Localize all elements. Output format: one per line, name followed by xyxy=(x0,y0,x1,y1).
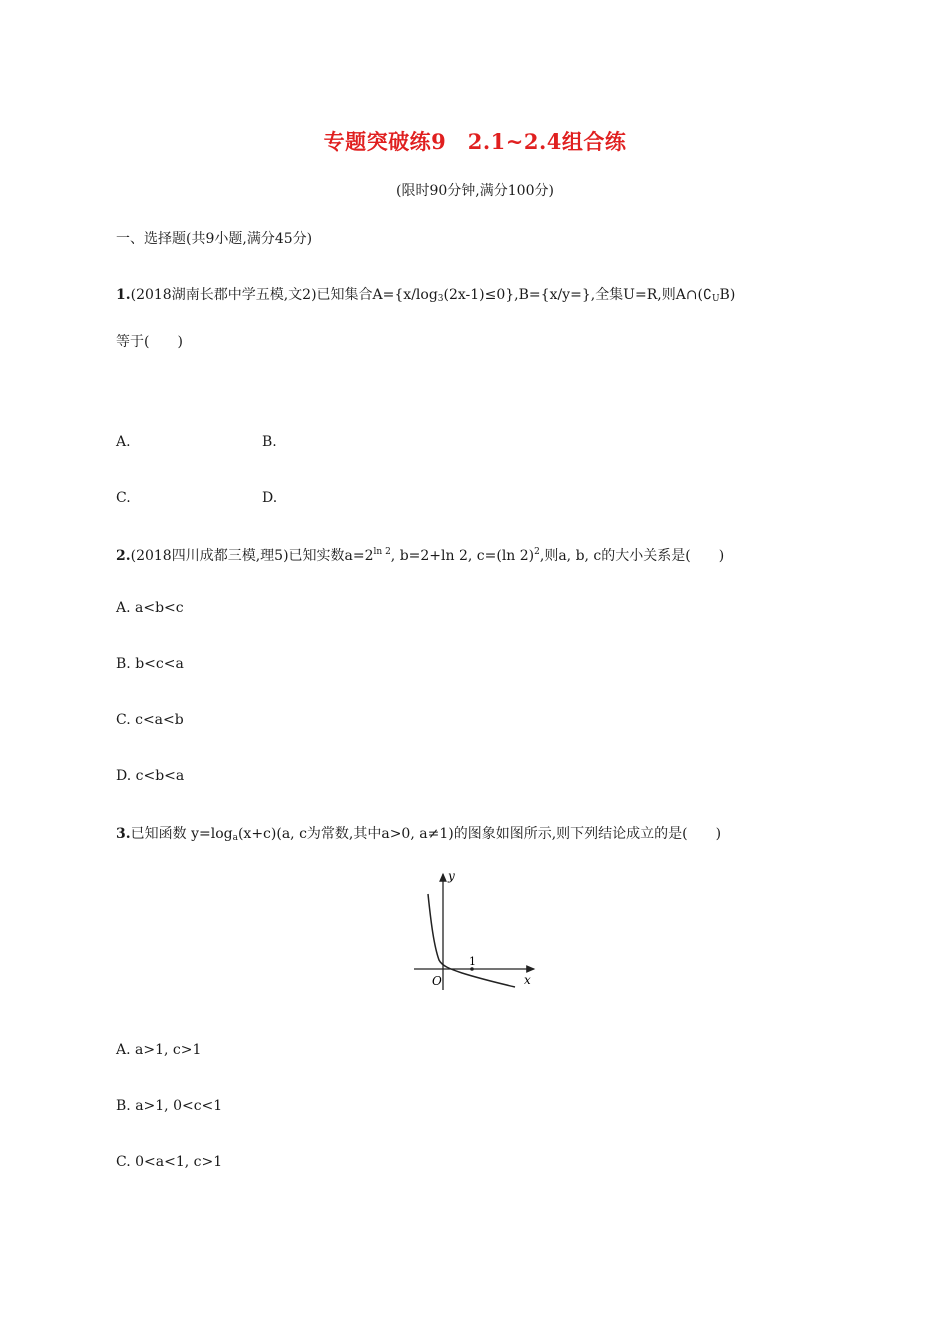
log-base: 3 xyxy=(437,294,444,304)
question-number: 3. xyxy=(116,826,131,842)
time-limit-note: (限时90分钟,满分100分) xyxy=(396,183,554,199)
log-base: a xyxy=(232,833,238,843)
option-b: B. b<c<a xyxy=(116,656,184,672)
option-a: A. a<b<c xyxy=(116,600,184,616)
set-a: A={x/log xyxy=(372,287,438,303)
stem-text: 已知集合 xyxy=(316,287,373,303)
origin-label: O xyxy=(432,974,442,988)
stem-tail: (x+c)(a, c为常数,其中a>0, a≠1)的图象如图所示,则下列结论成立的是( ) xyxy=(237,826,722,842)
question-source: (2018湖南长郡中学五模,文2) xyxy=(130,287,317,303)
c-exponent: 2 xyxy=(534,547,540,557)
function-graph-figure xyxy=(410,868,545,993)
ask-text: ,则a, b, c的大小关系是( ) xyxy=(539,548,725,564)
option-c: C. xyxy=(116,490,131,506)
option-a: A. xyxy=(116,434,131,450)
section-heading: 一、选择题(共9小题,满分45分) xyxy=(116,231,313,247)
question-number: 2. xyxy=(116,548,131,564)
set-b: B={x/y=}, xyxy=(518,287,596,303)
option-d: D. xyxy=(262,490,278,506)
question-number: 1. xyxy=(116,287,131,303)
page-title: 专题突破练9 2.1~2.4组合练 xyxy=(323,129,627,154)
ask-tail: B) xyxy=(719,287,736,303)
question-2-stem xyxy=(116,545,724,565)
a-exponent: ln 2 xyxy=(373,547,391,557)
option-d: D. c<b<a xyxy=(116,768,185,784)
question-1-line2: 等于( ) xyxy=(116,334,183,350)
b-c-expression: , b=2+ln 2, c=(ln 2) xyxy=(390,548,535,564)
stem-text: 已知实数 xyxy=(288,548,345,564)
question-3-stem xyxy=(116,823,721,843)
universe-text: 全集U=R, xyxy=(595,287,662,303)
set-a-tail: (2x-1)≤0}, xyxy=(443,287,519,303)
option-c: C. c<a<b xyxy=(116,712,184,728)
question-1-stem xyxy=(116,284,735,304)
question-source: (2018四川成都三模,理5) xyxy=(130,548,289,564)
option-b: B. a>1, 0<c<1 xyxy=(116,1098,223,1114)
y-axis-label: y xyxy=(448,869,455,883)
stem-text: 已知函数 y=log xyxy=(130,826,233,842)
ask-text: 则A∩(∁ xyxy=(661,287,712,303)
a-expression: a=2 xyxy=(344,548,374,564)
option-a: A. a>1, c>1 xyxy=(116,1042,202,1058)
option-c: C. 0<a<1, c>1 xyxy=(116,1154,223,1170)
tick-label: 1 xyxy=(469,955,476,968)
x-axis-label: x xyxy=(524,973,531,987)
complement-subscript: U xyxy=(711,294,720,304)
option-b: B. xyxy=(262,434,277,450)
